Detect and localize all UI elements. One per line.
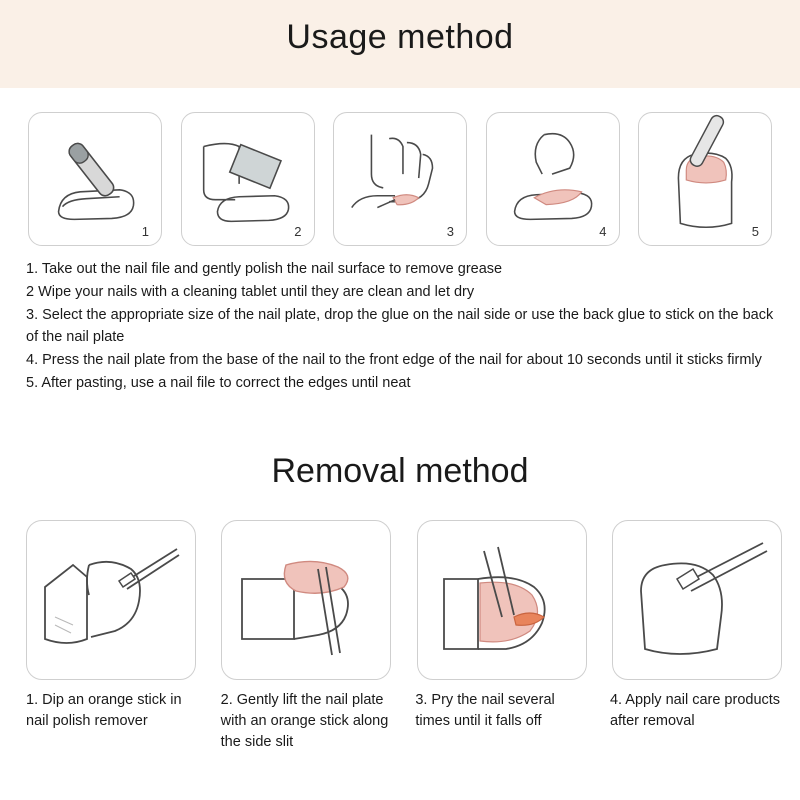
removal-caption: 4. Apply nail care products after removal <box>609 692 781 729</box>
usage-instruction-line: 2 Wipe your nails with a cleaning tablet until they are clean and let dry <box>26 284 475 300</box>
usage-instruction-line: 1. Take out the nail file and gently polish the nail surface to remove grease <box>26 261 503 277</box>
pry-nail-icon <box>418 521 587 680</box>
usage-step-number: 4 <box>599 224 607 239</box>
removal-step-card-4 <box>612 520 782 680</box>
usage-instructions <box>26 258 778 395</box>
usage-step-number: 5 <box>751 224 759 239</box>
usage-step-card-5 <box>638 112 772 246</box>
usage-step-card-3 <box>333 112 467 246</box>
usage-step-card-1 <box>28 112 162 246</box>
usage-step-number: 3 <box>446 224 454 239</box>
usage-instruction-line: 4. Press the nail plate from the base of the nail to the front edge of the nail for about 10 seconds until it sticks firmly <box>26 352 762 368</box>
usage-step-number: 1 <box>141 224 149 239</box>
removal-caption: 1. Dip an orange stick in nail polish remover <box>26 692 182 729</box>
removal-captions <box>26 690 786 753</box>
nail-care-icon <box>613 521 782 680</box>
usage-step-number: 2 <box>294 224 302 239</box>
usage-step-card-2 <box>181 112 315 246</box>
usage-instruction-line: 5. After pasting, use a nail file to correct the edges until neat <box>26 375 411 391</box>
orange-stick-dip-icon <box>27 521 196 680</box>
removal-caption: 2. Gently lift the nail plate with an orange stick along the side slit <box>220 692 389 750</box>
removal-step-card-2 <box>221 520 391 680</box>
usage-instruction-line: 3. Select the appropriate size of the nail plate, drop the glue on the nail side or use the back glue to stick on the back of the nail plate <box>26 307 774 345</box>
usage-title: Usage method <box>286 18 514 56</box>
removal-step-card-1 <box>26 520 196 680</box>
removal-title: Removal method <box>271 452 529 490</box>
removal-step-card-3 <box>417 520 587 680</box>
removal-step-gallery <box>26 520 782 680</box>
usage-step-card-4 <box>486 112 620 246</box>
lift-nail-plate-icon <box>222 521 391 680</box>
removal-caption: 3. Pry the nail several times until it falls off <box>415 692 555 729</box>
usage-step-gallery <box>28 112 772 246</box>
